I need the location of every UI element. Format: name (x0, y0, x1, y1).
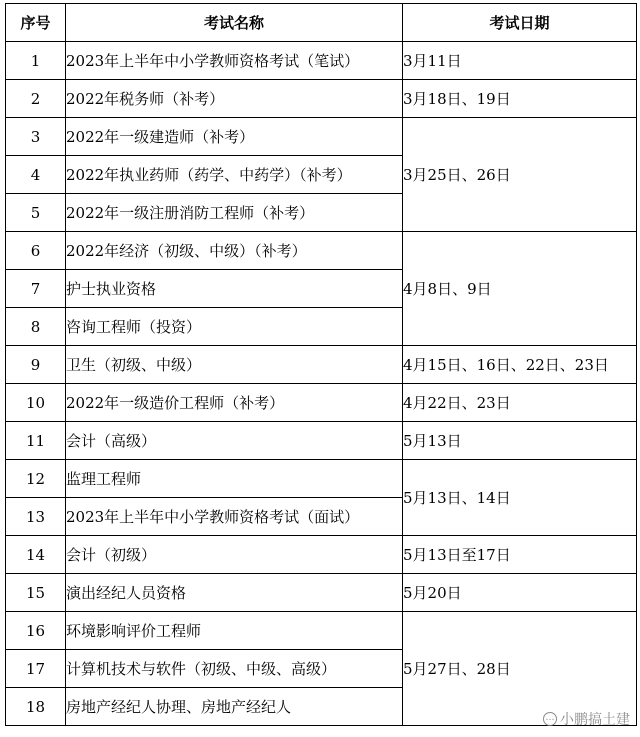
table-row (6, 42, 637, 80)
table-row (6, 80, 637, 118)
header-no: 序号 (6, 4, 66, 42)
chat-bubble-icon: … (543, 712, 557, 726)
row-no: 1 (6, 42, 66, 80)
table-row (6, 232, 637, 270)
exam-name: 会计（高级） (66, 422, 403, 460)
row-no: 18 (6, 688, 66, 726)
row-no: 9 (6, 346, 66, 384)
exam-name: 演出经纪人员资格 (66, 574, 403, 612)
row-no: 13 (6, 498, 66, 536)
header-name: 考试名称 (66, 4, 403, 42)
exam-date: 5月27日、28日 (403, 612, 637, 726)
exam-name: 2022年一级注册消防工程师（补考） (66, 194, 403, 232)
exam-name: 2022年经济（初级、中级）（补考） (66, 232, 403, 270)
table-row (6, 422, 637, 460)
row-no: 8 (6, 308, 66, 346)
exam-date: 4月8日、9日 (403, 232, 637, 346)
table-row (6, 612, 637, 650)
row-no: 11 (6, 422, 66, 460)
exam-name: 2023年上半年中小学教师资格考试（笔试） (66, 42, 403, 80)
row-no: 17 (6, 650, 66, 688)
table-header-row (6, 4, 637, 42)
row-no: 16 (6, 612, 66, 650)
exam-date: 3月11日 (403, 42, 637, 80)
exam-date: 5月20日 (403, 574, 637, 612)
watermark-text: 小鹏搞土建 (560, 712, 630, 728)
exam-name: 2022年一级建造师（补考） (66, 118, 403, 156)
table-row (6, 118, 637, 156)
exam-name: 监理工程师 (66, 460, 403, 498)
exam-date: 3月25日、26日 (403, 118, 637, 232)
table-row (6, 536, 637, 574)
row-no: 15 (6, 574, 66, 612)
exam-date: 5月13日 (403, 422, 637, 460)
exam-name: 2022年一级造价工程师（补考） (66, 384, 403, 422)
exam-date: 5月13日至17日 (403, 536, 637, 574)
exam-name: 计算机技术与软件（初级、中级、高级） (66, 650, 403, 688)
exam-name: 2023年上半年中小学教师资格考试（面试） (66, 498, 403, 536)
exam-name: 房地产经纪人协理、房地产经纪人 (66, 688, 403, 726)
exam-date: 3月18日、19日 (403, 80, 637, 118)
row-no: 14 (6, 536, 66, 574)
row-no: 5 (6, 194, 66, 232)
row-no: 6 (6, 232, 66, 270)
exam-date: 4月15日、16日、22日、23日 (403, 346, 637, 384)
exam-name: 咨询工程师（投资） (66, 308, 403, 346)
row-no: 10 (6, 384, 66, 422)
exam-name: 2022年税务师（补考） (66, 80, 403, 118)
exam-name: 环境影响评价工程师 (66, 612, 403, 650)
header-date: 考试日期 (403, 4, 637, 42)
exam-name: 2022年执业药师（药学、中药学）（补考） (66, 156, 403, 194)
exam-date: 5月13日、14日 (403, 460, 637, 536)
row-no: 12 (6, 460, 66, 498)
table-row (6, 574, 637, 612)
row-no: 3 (6, 118, 66, 156)
exam-name: 护士执业资格 (66, 270, 403, 308)
exam-schedule-table (5, 3, 637, 726)
row-no: 4 (6, 156, 66, 194)
exam-name: 卫生（初级、中级） (66, 346, 403, 384)
row-no: 7 (6, 270, 66, 308)
table-row (6, 346, 637, 384)
table-row (6, 384, 637, 422)
table-row (6, 460, 637, 498)
watermark (543, 709, 630, 729)
exam-name: 会计（初级） (66, 536, 403, 574)
exam-date: 4月22日、23日 (403, 384, 637, 422)
row-no: 2 (6, 80, 66, 118)
